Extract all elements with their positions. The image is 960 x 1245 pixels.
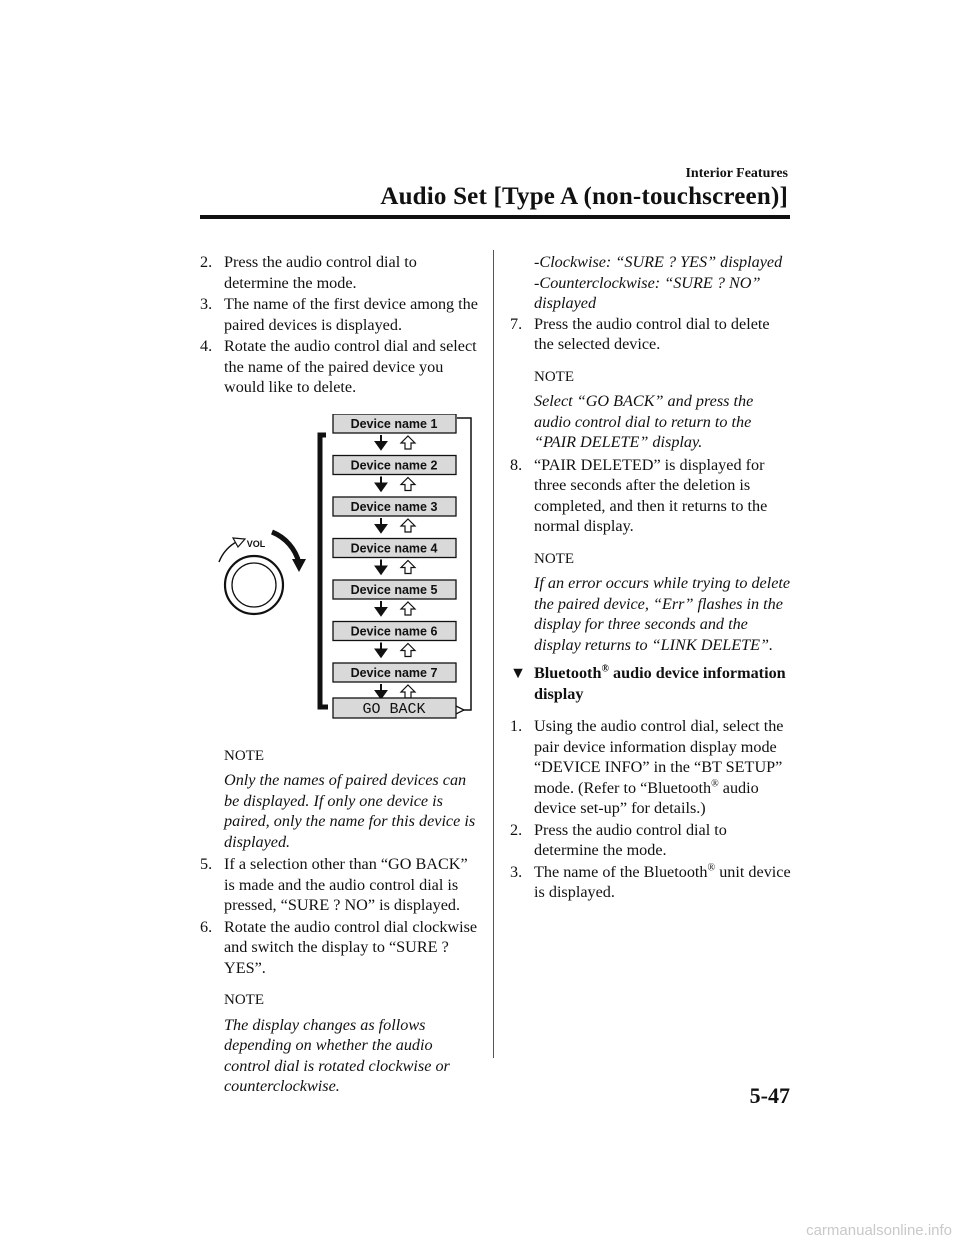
step-text: Press the audio control dial to determine the mode. bbox=[224, 253, 417, 292]
header-rule bbox=[200, 215, 790, 219]
step-4 bbox=[200, 336, 482, 398]
device-name-label: Device name 1 bbox=[350, 416, 438, 431]
note-text: Select “GO BACK” and press the audio control dial to return to the “PAIR DELETE” display. bbox=[534, 392, 754, 451]
step-number: 5. bbox=[200, 855, 213, 873]
up-arrow-icon bbox=[401, 560, 415, 573]
note-error bbox=[534, 549, 792, 656]
step-number: 8. bbox=[510, 455, 523, 474]
down-arrow-icon bbox=[376, 476, 386, 490]
up-arrow-icon bbox=[401, 643, 415, 656]
down-arrow-icon bbox=[376, 559, 386, 573]
step-8 bbox=[510, 455, 792, 537]
step-text: Rotate the audio control dial clockwise and switch the display to “SURE ? YES”. bbox=[224, 917, 478, 977]
loop-back-line bbox=[457, 418, 471, 710]
counterclockwise-result: -Counterclockwise: “SURE ? NO” displayed bbox=[534, 273, 761, 312]
note-go-back bbox=[534, 367, 792, 453]
step-6 bbox=[200, 917, 482, 979]
left-column bbox=[200, 252, 482, 1099]
device-name-label: Device name 6 bbox=[350, 624, 438, 638]
step-2 bbox=[200, 252, 482, 293]
step-text: audio device set-up” for details.) bbox=[534, 778, 759, 817]
device-name-label: Device name 2 bbox=[350, 458, 438, 472]
clockwise-result: -Clockwise: “SURE ? YES” displayed bbox=[534, 253, 783, 271]
step-text: unit device is displayed. bbox=[534, 862, 791, 901]
step-7 bbox=[510, 314, 792, 355]
diagram-svg bbox=[200, 414, 482, 734]
section-marker-icon: ▼ bbox=[510, 664, 527, 682]
step-3-bt bbox=[510, 862, 792, 903]
step-3 bbox=[200, 294, 482, 335]
step-2-bt bbox=[510, 820, 792, 861]
step-number: 7. bbox=[510, 314, 523, 333]
note-text: The display changes as follows depending on whether the audio control dial is rotated clockwise or counterclockwise. bbox=[224, 1015, 450, 1095]
section-title-part: audio device information display bbox=[534, 664, 786, 703]
up-arrow-icon bbox=[401, 685, 415, 698]
step-number: 6. bbox=[200, 917, 213, 936]
note-title: NOTE bbox=[224, 992, 264, 1008]
registered-mark: ® bbox=[711, 778, 719, 790]
up-arrow-icon bbox=[401, 519, 415, 532]
down-arrow-icon bbox=[376, 435, 386, 449]
device-selection-diagram bbox=[200, 414, 482, 734]
up-arrow-icon bbox=[401, 477, 415, 490]
registered-mark: ® bbox=[601, 663, 609, 675]
device-name-label: Device name 7 bbox=[350, 665, 438, 680]
step-text: If a selection other than “GO BACK” is made and the audio control dial is pressed, “SURE ? NO” is displayed. bbox=[224, 855, 468, 914]
step-text: Press the audio control dial to delete the selected device. bbox=[534, 314, 770, 353]
counterclockwise-arc bbox=[219, 541, 238, 562]
step-text: Using the audio control dial, select the pair device information display mode “DEVICE INFO” in the “BT SETUP” mode. (Refer to “Bluetooth bbox=[534, 717, 784, 797]
right-column bbox=[510, 252, 792, 904]
step-text: The name of the Bluetooth bbox=[534, 862, 708, 881]
note-paired-devices bbox=[224, 746, 482, 853]
down-arrow-icon bbox=[376, 601, 386, 615]
step-number: 3. bbox=[200, 295, 213, 313]
step-text: The name of the first device among the paired devices is displayed. bbox=[224, 295, 478, 334]
step-text: “PAIR DELETED” is displayed for three seconds after the deletion is completed, and then it returns to the normal display. bbox=[534, 455, 768, 535]
step-number: 1. bbox=[510, 717, 523, 735]
step-text: Press the audio control dial to determine the mode. bbox=[534, 820, 727, 859]
up-arrow-icon bbox=[401, 436, 415, 449]
step-number: 2. bbox=[510, 820, 523, 839]
note-title: NOTE bbox=[534, 368, 574, 385]
down-arrow-icon bbox=[376, 684, 386, 698]
registered-mark: ® bbox=[707, 862, 716, 874]
clockwise-arc bbox=[272, 532, 299, 563]
column-divider bbox=[493, 250, 494, 1058]
down-arrow-icon bbox=[376, 642, 386, 656]
note-text: If an error occurs while trying to delete the paired device, “Err” flashes in the display for three seconds and the display returns to “LINK DELETE”. bbox=[534, 574, 791, 654]
note-text: Only the names of paired devices can be displayed. If only one device is paired, only the name for this device is displayed. bbox=[224, 771, 476, 851]
left-bracket-line bbox=[320, 435, 328, 707]
note-title: NOTE bbox=[534, 550, 574, 567]
section-heading-bt-info bbox=[510, 663, 792, 704]
device-name-label: Device name 4 bbox=[350, 541, 438, 555]
device-name-label: Device name 3 bbox=[350, 499, 438, 514]
step-text: Rotate the audio control dial and select the name of the paired device you would like to delete. bbox=[224, 337, 477, 396]
step-number: 3. bbox=[510, 862, 523, 881]
step-number: 2. bbox=[200, 253, 213, 271]
header-section-label: Interior Features bbox=[685, 166, 788, 181]
clockwise-arrow-icon bbox=[292, 559, 306, 572]
step-number: 4. bbox=[200, 337, 213, 355]
dial-inner-ring bbox=[232, 563, 276, 607]
rotation-result-list bbox=[534, 252, 792, 314]
page-number: 5-47 bbox=[749, 1083, 790, 1108]
up-arrow-icon bbox=[401, 602, 415, 615]
note-title: NOTE bbox=[224, 747, 264, 764]
footer-watermark: carmanualsonline.info bbox=[806, 1222, 952, 1239]
go-back-label: GO BACK bbox=[362, 700, 426, 718]
step-5 bbox=[200, 854, 482, 916]
note-display-changes bbox=[224, 990, 482, 1097]
page-title: Audio Set [Type A (non-touchscreen)] bbox=[380, 183, 788, 210]
step-1-bt bbox=[510, 716, 792, 819]
section-title-part: Bluetooth bbox=[534, 664, 602, 682]
device-name-label: Device name 5 bbox=[350, 582, 438, 597]
down-arrow-icon bbox=[376, 518, 386, 532]
vol-label: VOL bbox=[246, 538, 266, 549]
